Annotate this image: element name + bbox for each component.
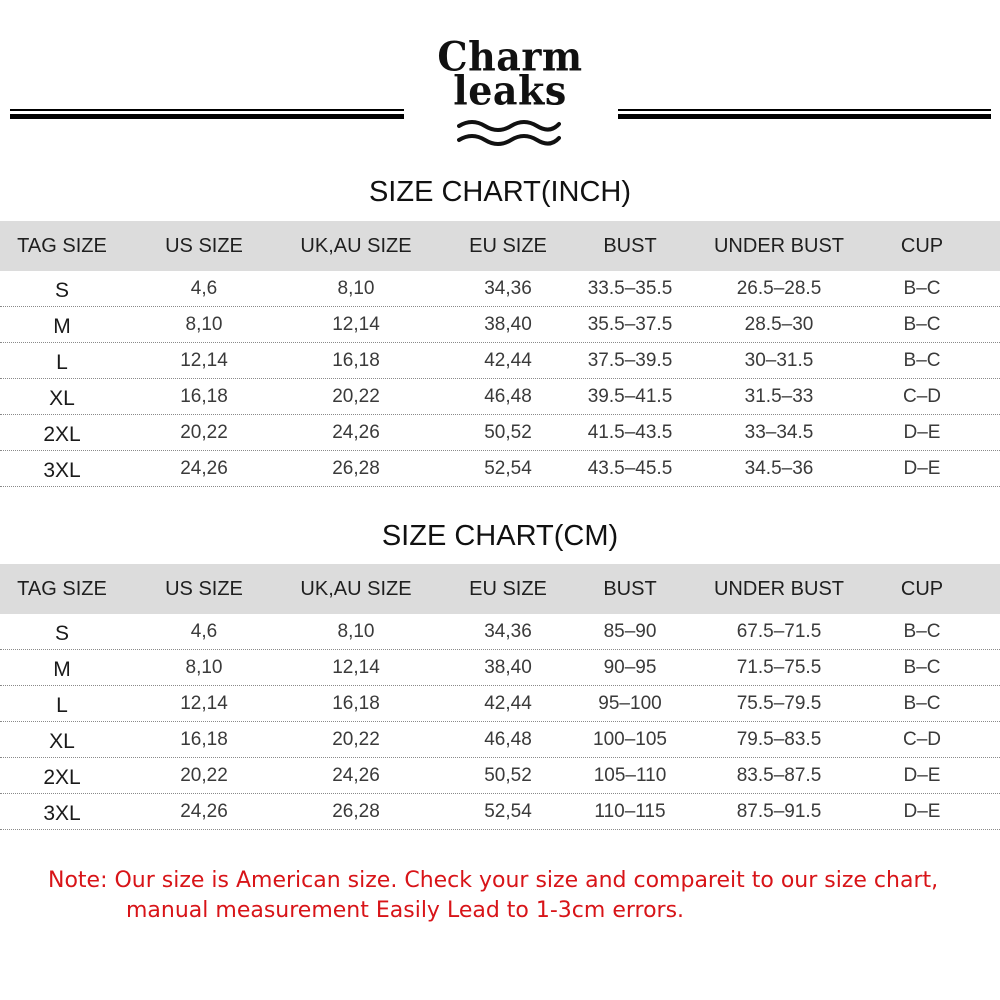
cell-under-bust: 34.5–36 — [744, 458, 814, 479]
cell-eu-size: 52,54 — [484, 801, 532, 822]
cell-cup: D–E — [903, 801, 941, 822]
cell-under-bust: 30–31.5 — [744, 350, 814, 371]
col-header-under-bust: UNDER BUST — [713, 578, 845, 600]
cell-under-bust: 87.5–91.5 — [736, 801, 822, 822]
table-body — [0, 614, 1000, 830]
cell-uk-au-size: 26,28 — [332, 801, 380, 822]
cell-bust: 37.5–39.5 — [587, 350, 673, 371]
col-header-bust: BUST — [603, 235, 657, 257]
cell-tag-size: S — [54, 622, 70, 645]
cell-eu-size: 34,36 — [484, 621, 532, 642]
cell-cup: D–E — [903, 458, 941, 479]
cell-under-bust: 79.5–83.5 — [736, 729, 822, 750]
col-header-eu-size: EU SIZE — [469, 578, 547, 600]
cm-chart-title: SIZE CHART(CM) — [381, 520, 619, 552]
cell-us-size: 4,6 — [190, 621, 218, 642]
cm-size-table — [0, 564, 1000, 830]
cell-us-size: 24,26 — [180, 801, 228, 822]
cell-us-size: 4,6 — [190, 278, 218, 299]
cell-under-bust: 71.5–75.5 — [736, 657, 822, 678]
cell-tag-size: 3XL — [43, 459, 81, 482]
col-header-cup: CUP — [900, 235, 944, 257]
cell-us-size: 16,18 — [180, 729, 228, 750]
table-row — [0, 686, 1000, 722]
cell-eu-size: 50,52 — [484, 765, 532, 786]
col-header-eu-size: EU SIZE — [469, 235, 547, 257]
cell-bust: 100–105 — [593, 729, 667, 750]
cell-under-bust: 26.5–28.5 — [736, 278, 822, 299]
cell-cup: C–D — [902, 729, 942, 750]
cell-cup: B–C — [903, 621, 941, 642]
cell-uk-au-size: 12,14 — [332, 314, 380, 335]
cell-uk-au-size: 8,10 — [337, 621, 375, 642]
cell-cup: B–C — [903, 350, 941, 371]
cell-uk-au-size: 16,18 — [332, 350, 380, 371]
cell-uk-au-size: 26,28 — [332, 458, 380, 479]
cell-bust: 90–95 — [603, 657, 657, 678]
cell-bust: 110–115 — [594, 801, 666, 822]
header-rule-right-thick — [618, 114, 991, 119]
cell-tag-size: L — [56, 694, 68, 717]
table-row — [0, 650, 1000, 686]
cell-under-bust: 75.5–79.5 — [736, 693, 822, 714]
cell-us-size: 12,14 — [180, 693, 228, 714]
cell-cup: D–E — [903, 765, 941, 786]
table-row — [0, 758, 1000, 794]
cell-cup: B–C — [903, 657, 941, 678]
cell-eu-size: 52,54 — [484, 458, 532, 479]
table-header — [0, 221, 1000, 271]
cell-bust: 105–110 — [593, 765, 667, 786]
cell-tag-size: 2XL — [43, 766, 81, 789]
brand-name-line2: leaks — [453, 66, 567, 115]
cell-us-size: 20,22 — [180, 765, 228, 786]
cell-eu-size: 38,40 — [484, 657, 532, 678]
note-line-2: manual measurement Easily Lead to 1-3cm errors. — [126, 898, 685, 923]
table-row — [0, 451, 1000, 487]
brand-name-line1: Charm — [437, 32, 583, 81]
col-header-tag-size: TAG SIZE — [17, 578, 107, 600]
cell-uk-au-size: 20,22 — [332, 729, 380, 750]
cell-tag-size: L — [56, 351, 68, 374]
cell-under-bust: 83.5–87.5 — [736, 765, 822, 786]
cell-uk-au-size: 20,22 — [332, 386, 380, 407]
cell-under-bust: 33–34.5 — [744, 422, 814, 443]
inch-chart-title: SIZE CHART(INCH) — [368, 176, 632, 208]
cell-under-bust: 28.5–30 — [744, 314, 814, 335]
cell-tag-size: 3XL — [43, 802, 81, 825]
cell-eu-size: 42,44 — [484, 350, 532, 371]
cell-uk-au-size: 24,26 — [332, 765, 380, 786]
cell-uk-au-size: 24,26 — [332, 422, 380, 443]
cell-us-size: 8,10 — [185, 314, 223, 335]
table-body — [0, 271, 1000, 487]
table-row — [0, 271, 1000, 307]
header-rule-left-thick — [10, 114, 404, 119]
col-header-cup: CUP — [900, 578, 944, 600]
cell-eu-size: 46,48 — [484, 386, 532, 407]
inch-size-table — [0, 221, 1000, 487]
cell-cup: D–E — [903, 422, 941, 443]
cell-uk-au-size: 12,14 — [332, 657, 380, 678]
cell-eu-size: 50,52 — [484, 422, 532, 443]
cell-us-size: 8,10 — [185, 657, 223, 678]
cell-bust: 43.5–45.5 — [587, 458, 673, 479]
col-header-us-size: US SIZE — [165, 578, 243, 600]
sizing-note — [48, 866, 938, 926]
cell-us-size: 24,26 — [180, 458, 228, 479]
cell-under-bust: 31.5–33 — [744, 386, 814, 407]
cell-cup: B–C — [903, 693, 941, 714]
col-header-bust: BUST — [603, 578, 657, 600]
note-line-1: Note: Our size is American size. Check your size and compareit to our size chart, — [48, 868, 939, 893]
table-row — [0, 343, 1000, 379]
cell-eu-size: 46,48 — [484, 729, 532, 750]
cell-us-size: 12,14 — [180, 350, 228, 371]
header-rule-right-thin — [618, 109, 991, 111]
cell-us-size: 16,18 — [180, 386, 228, 407]
table-header — [0, 564, 1000, 614]
cell-cup: B–C — [903, 314, 941, 335]
table-row — [0, 722, 1000, 758]
cell-bust: 41.5–43.5 — [587, 422, 673, 443]
cell-cup: B–C — [903, 278, 941, 299]
cell-tag-size: 2XL — [43, 423, 81, 446]
brand-logo — [430, 32, 590, 115]
col-header-tag-size: TAG SIZE — [17, 235, 107, 257]
cell-uk-au-size: 8,10 — [337, 278, 375, 299]
cell-tag-size: M — [53, 315, 71, 338]
cell-us-size: 20,22 — [180, 422, 228, 443]
col-header-us-size: US SIZE — [165, 235, 243, 257]
cell-bust: 85–90 — [603, 621, 657, 642]
wave-icon — [457, 118, 561, 148]
cell-uk-au-size: 16,18 — [332, 693, 380, 714]
cell-bust: 35.5–37.5 — [587, 314, 673, 335]
cell-tag-size: XL — [49, 387, 75, 410]
cell-eu-size: 34,36 — [484, 278, 532, 299]
cell-tag-size: XL — [49, 730, 75, 753]
col-header-uk-au-size: UK,AU SIZE — [300, 578, 412, 600]
table-row — [0, 307, 1000, 343]
table-row — [0, 379, 1000, 415]
header-rule-left-thin — [10, 109, 404, 111]
cell-bust: 39.5–41.5 — [587, 386, 673, 407]
cell-eu-size: 38,40 — [484, 314, 532, 335]
cell-tag-size: M — [53, 658, 71, 681]
col-header-uk-au-size: UK,AU SIZE — [300, 235, 412, 257]
table-row — [0, 415, 1000, 451]
table-row — [0, 794, 1000, 830]
cell-under-bust: 67.5–71.5 — [736, 621, 822, 642]
cell-bust: 95–100 — [598, 693, 662, 714]
cell-cup: C–D — [902, 386, 942, 407]
col-header-under-bust: UNDER BUST — [713, 235, 845, 257]
cell-bust: 33.5–35.5 — [587, 278, 673, 299]
cell-tag-size: S — [54, 279, 70, 302]
table-row — [0, 614, 1000, 650]
cell-eu-size: 42,44 — [484, 693, 532, 714]
